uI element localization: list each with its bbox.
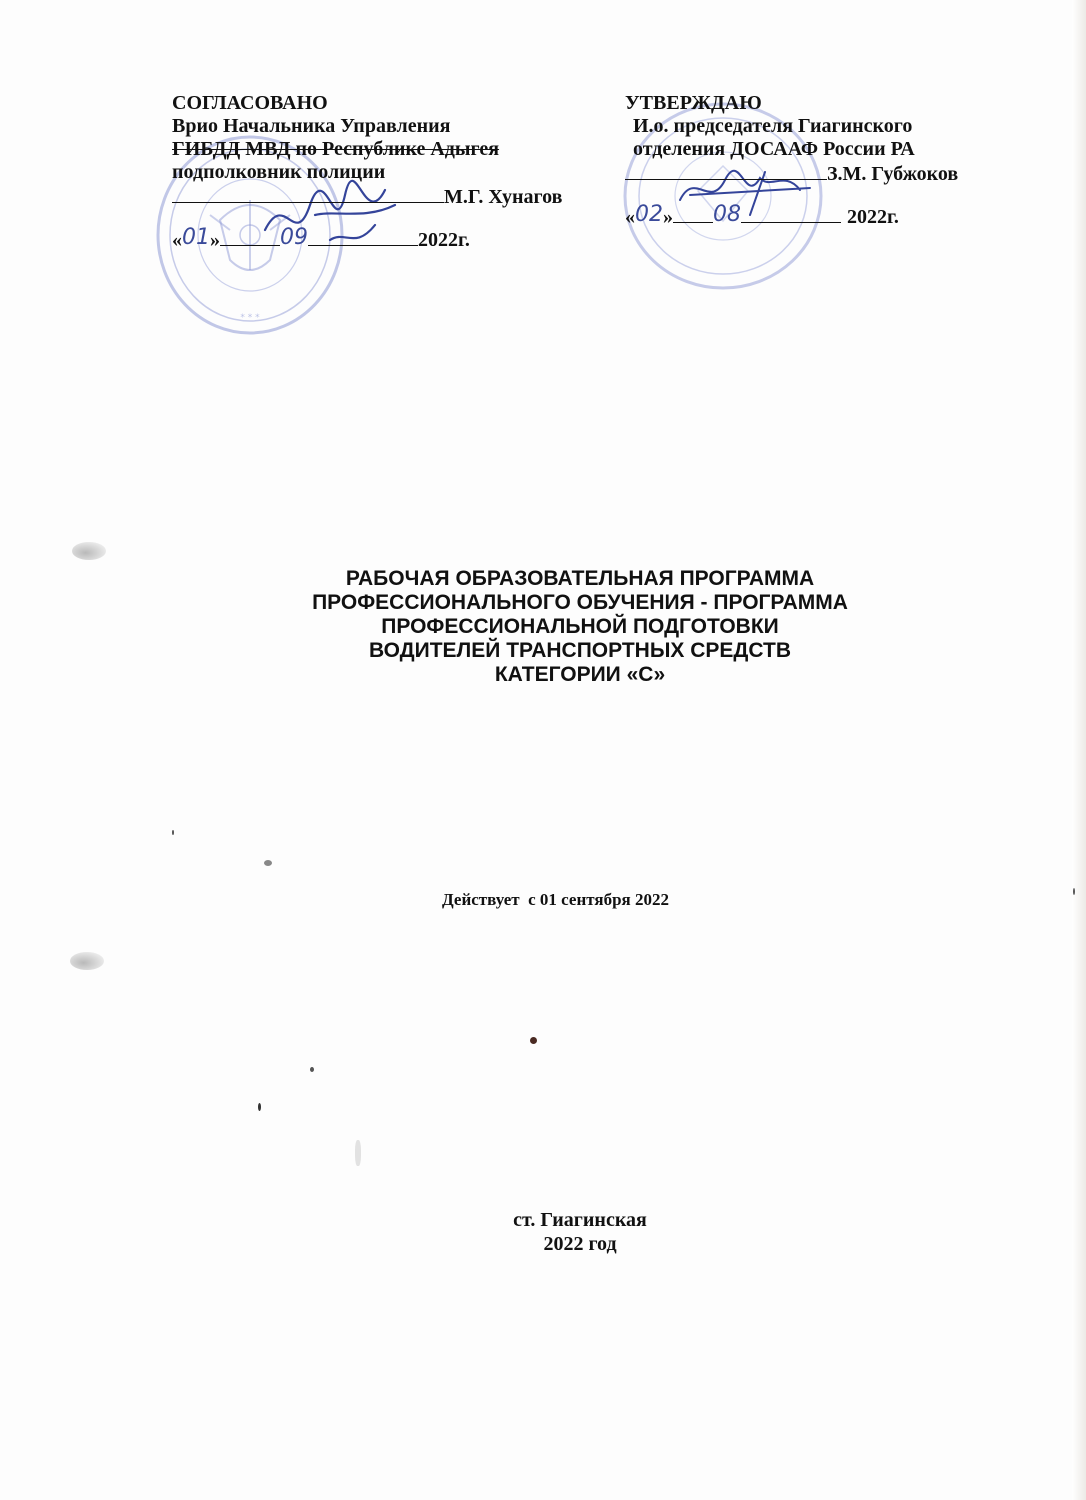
date-open-quote: « — [172, 229, 182, 251]
approval-right-position-line1: И.о. председателя Гиагинского — [633, 115, 913, 137]
handwritten-day: 01 — [182, 225, 210, 250]
title-line-1: РАБОЧАЯ ОБРАЗОВАТЕЛЬНАЯ ПРОГРАММА — [345, 567, 815, 590]
date-line — [673, 204, 713, 223]
punch-hole-mark — [72, 542, 106, 560]
footer-place: ст. Гиагинская — [513, 1209, 647, 1231]
handwritten-month: 09 — [280, 225, 308, 250]
approval-left-signature-row — [172, 184, 562, 209]
approval-left-heading: СОГЛАСОВАНО — [172, 92, 328, 114]
date-open-quote: « — [625, 206, 635, 228]
approval-left-position-line2: ГИБДД МВД по Республике Адыгея — [172, 138, 500, 160]
approval-right-year: 2022г. — [847, 206, 899, 228]
approval-block-left — [172, 92, 562, 252]
scan-speck — [355, 1140, 361, 1166]
date-close-quote: » — [663, 206, 673, 228]
date-close-quote: » — [210, 229, 220, 251]
title-line-5: КАТЕГОРИИ «С» — [494, 663, 666, 686]
date-line — [741, 204, 841, 223]
signature-line — [625, 161, 827, 180]
title-line-4: ВОДИТЕЛЕЙ ТРАНСПОРТНЫХ СРЕДСТВ — [368, 639, 792, 662]
approval-left-signer: М.Г. Хунагов — [444, 186, 563, 208]
approval-left-year: 2022г. — [418, 229, 470, 251]
approval-left-rank: подполковник полиции — [172, 161, 386, 183]
scan-speck — [264, 860, 272, 866]
title-line-3: ПРОФЕССИОНАЛЬНОЙ ПОДГОТОВКИ — [381, 615, 779, 638]
scan-speck — [530, 1037, 537, 1044]
footer-year: 2022 год — [543, 1233, 617, 1255]
approval-right-position-line2: отделения ДОСААФ России РА — [633, 138, 915, 160]
scan-speck — [258, 1103, 261, 1111]
handwritten-month: 08 — [713, 202, 741, 227]
approval-right-date-row — [625, 204, 958, 229]
page-edge-shadow — [1072, 0, 1086, 1500]
approval-right-signer: З.М. Губжоков — [827, 163, 959, 185]
approval-block-right — [625, 92, 958, 229]
svg-text:* * *: * * * — [240, 313, 260, 323]
scan-speck — [310, 1067, 314, 1072]
approval-left-date-row — [172, 227, 562, 252]
document-footer — [0, 1208, 1086, 1256]
scan-speck — [1073, 888, 1075, 895]
title-line-2: ПРОФЕССИОНАЛЬНОГО ОБУЧЕНИЯ - ПРОГРАММА — [312, 591, 848, 614]
document-title — [0, 567, 1086, 687]
scan-speck — [172, 830, 174, 835]
effective-date: Действует с 01 сентября 2022 — [442, 890, 669, 909]
approval-right-signature-row — [625, 161, 958, 186]
approval-left-position-line1: Врио Начальника Управления — [172, 115, 451, 137]
date-line — [220, 227, 280, 246]
punch-hole-mark — [70, 952, 104, 970]
approval-right-heading: УТВЕРЖДАЮ — [625, 92, 762, 114]
handwritten-day: 02 — [635, 202, 663, 227]
signature-line — [172, 184, 444, 203]
date-line — [308, 227, 418, 246]
